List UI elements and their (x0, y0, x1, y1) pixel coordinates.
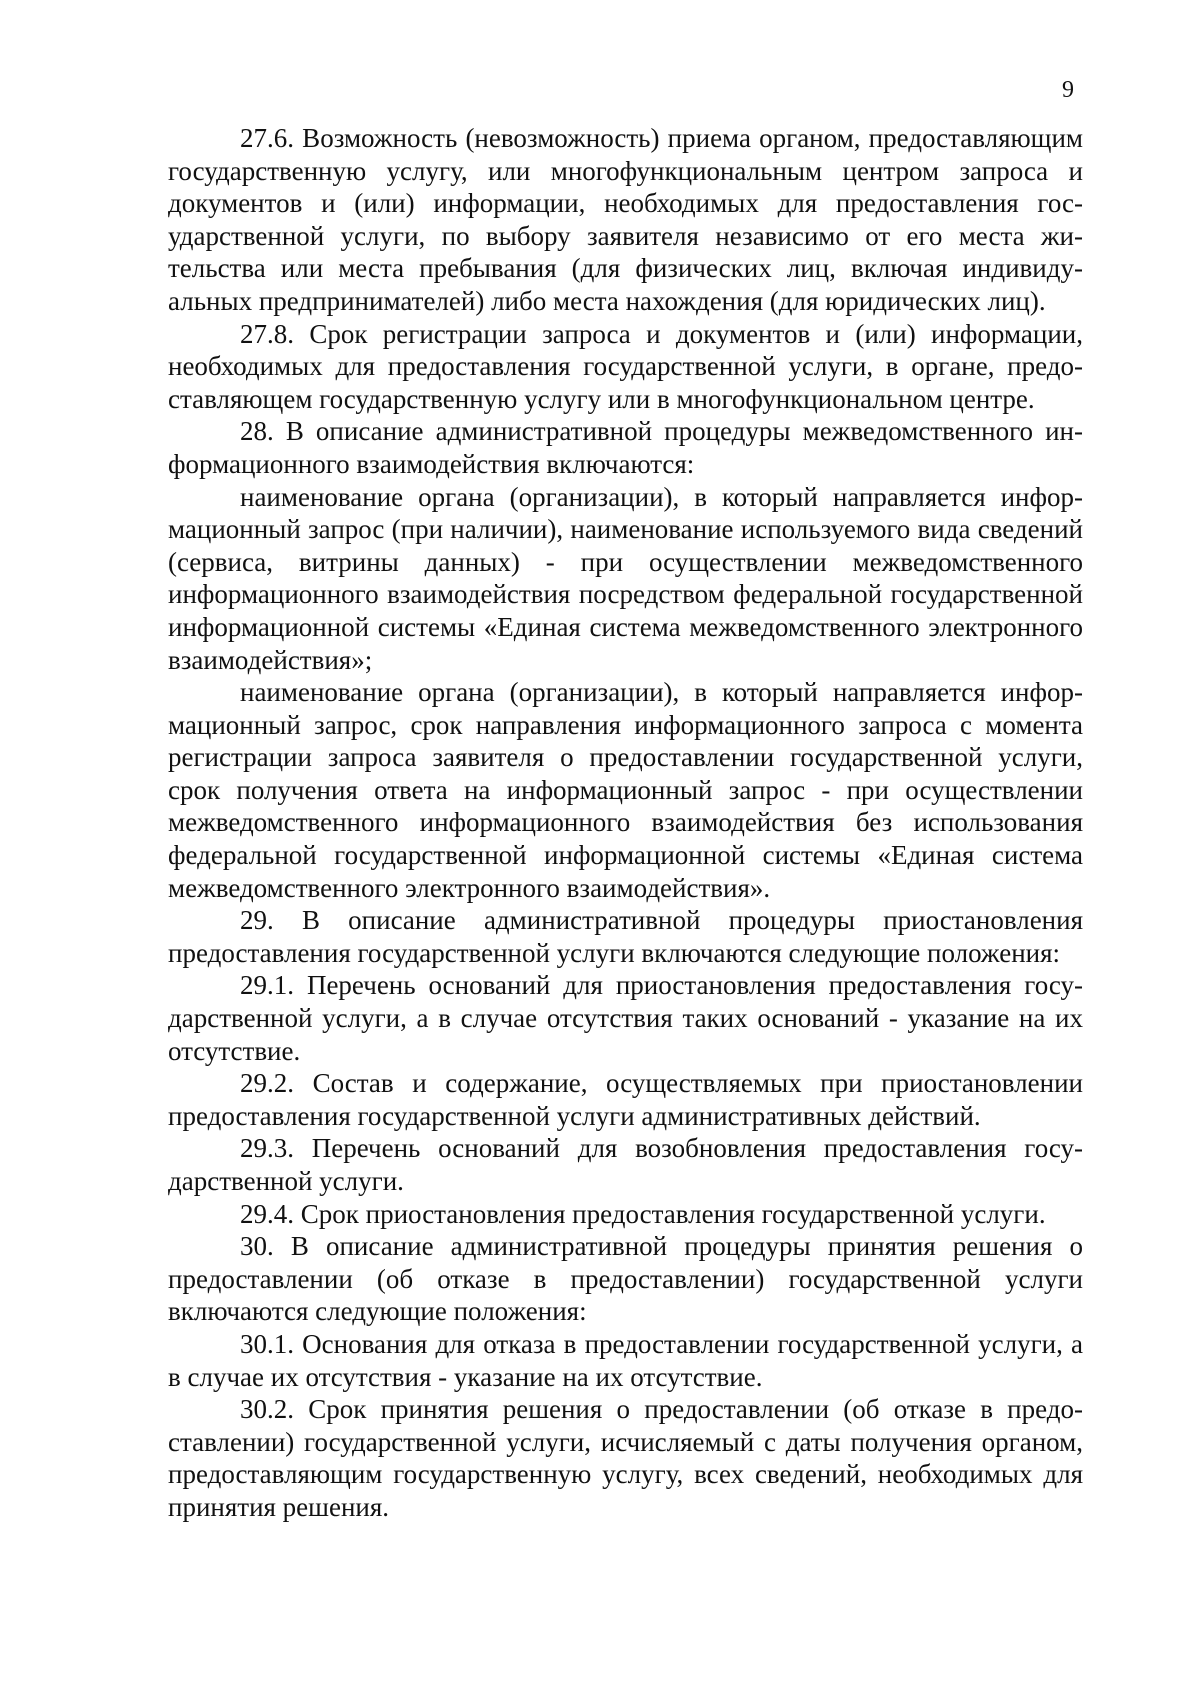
paragraph-27-8: 27.8. Срок регистрации запроса и документов и (или) информации, необходимых для предоставления государственной услуги, в органе, предоставляющем государственную услугу или в многофункциональном центре. (168, 318, 1083, 414)
page-number: 9 (1062, 77, 1074, 103)
paragraph-30: 30. В описание административной процедуры принятия решения о предоставлении (об отказе в предоставлении) государственной услуги включаются следующие положения: (168, 1231, 1083, 1327)
paragraph-28-item-1: наименование органа (организации), в который направляется информационный запрос (при наличии), наименование используемого вида сведений (сервиса, витрины данных) - при осуществлении межведомственного информационного взаимодействия посредством федеральной государственной информационной системы «Единая система межведомственного электронного взаимодействия»; (168, 481, 1083, 675)
paragraph-28: 28. В описание административной процедуры межведомственного информационного взаимодействия включаются: (168, 416, 1083, 479)
paragraph-29-4: 29.4. Срок приостановления предоставления государственной услуги. (240, 1198, 1046, 1229)
paragraph-30-2: 30.2. Срок принятия решения о предоставлении (об отказе в предоставлении) государственной услуги, исчисляемый с даты получения органом, предоставляющим государственную услугу, всех сведений, необходимых для принятия решения. (168, 1394, 1083, 1522)
paragraph-27-6: 27.6. Возможность (невозможность) приема органом, предоставляющим государственную услугу, или многофункциональным центром запроса и документов и (или) информации, необходимых для предоставления государственной услуги, по выбору заявителя независимо от его места жительства или места пребывания (для физических лиц, включая индивидуальных предпринимателей) либо места нахождения (для юридических лиц). (168, 123, 1083, 316)
paragraph-29-1: 29.1. Перечень оснований для приостановления предоставления государственной услуги, а в случае отсутствия таких оснований - указание на их отсутствие. (168, 970, 1083, 1066)
paragraph-28-item-2: наименование органа (организации), в который направляется информационный запрос, срок направления информационного запроса с момента регистрации запроса заявителя о предоставлении государственной услуги, срок получения ответа на информационный запрос - при осуществлении межведомственного информационного взаимодействия без использования федеральной государственной информационной системы «Единая система межведомственного электронного взаимодействия». (168, 677, 1083, 903)
paragraph-29-2: 29.2. Состав и содержание, осуществляемых при приостановлении предоставления государственной услуги административных действий. (168, 1068, 1083, 1131)
paragraph-29: 29. В описание административной процедуры приостановления предоставления государственной услуги включаются следующие положения: (168, 905, 1083, 968)
paragraph-30-1: 30.1. Основания для отказа в предоставлении государственной услуги, а в случае их отсутствия - указание на их отсутствие. (168, 1328, 1083, 1392)
document-body (168, 122, 1083, 1524)
paragraph-29-3: 29.3. Перечень оснований для возобновления предоставления государственной услуги. (168, 1133, 1083, 1196)
